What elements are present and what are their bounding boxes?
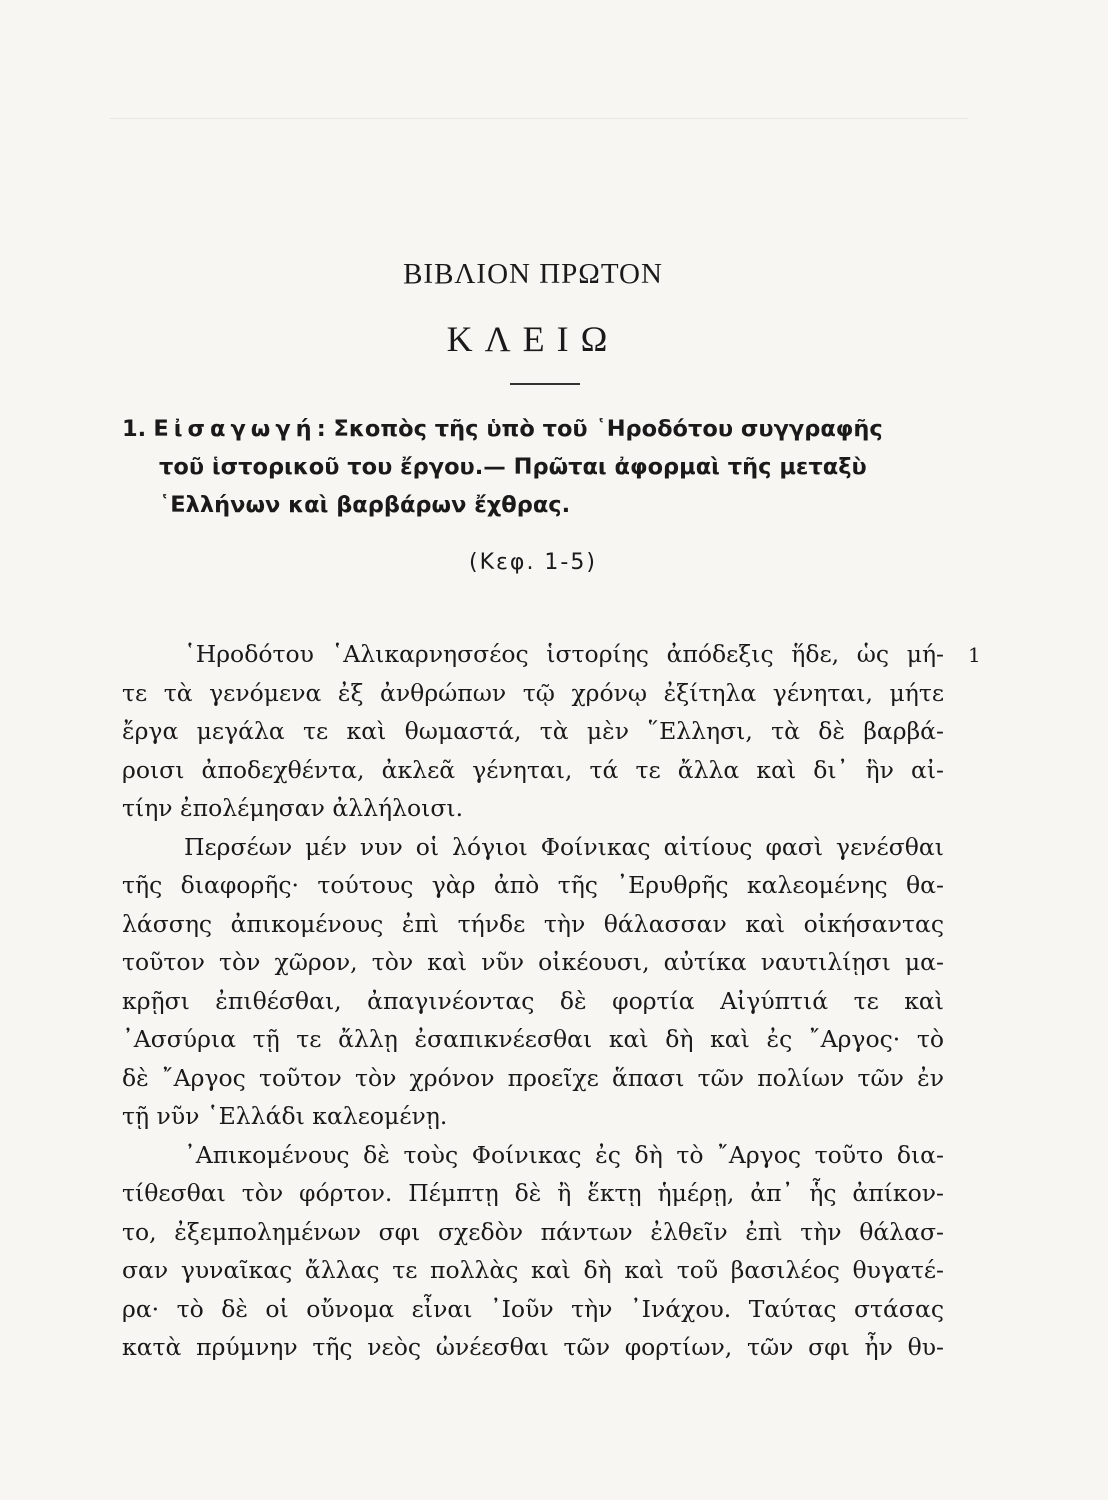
heading-line-3: ῾Ελλήνων καὶ βαρβάρων ἔχθρας. xyxy=(159,492,571,518)
section-subject: : Σκοπὸς τῆς ὑπὸ τοῦ ῾Ηροδότου συγγραφῆς xyxy=(316,416,883,442)
text-line: ᾿Απικομένους δὲ τοὺς Φοίνικας ἐς δὴ τὸ ῎Αργος τοῦτο δια- xyxy=(184,1140,944,1169)
text-line: δὲ ῎Αργος τοῦτον τὸν χρόνον προεῖχε ἅπασι τῶν πολίων τῶν ἐν xyxy=(122,1063,944,1092)
text-line: τίην ἐπολέμησαν ἀλλήλοισι. xyxy=(122,794,464,822)
divider-rule xyxy=(510,383,580,385)
text-line: λάσσης ἀπικομένους ἐπὶ τήνδε τὴν θάλασσαν καὶ οἰκήσαντας xyxy=(122,909,944,938)
text-line: τῇ νῦν ῾Ελλάδι καλεομένῃ. xyxy=(122,1102,448,1130)
body-text xyxy=(122,635,944,1367)
section-label: Εἰσαγωγή xyxy=(153,416,317,442)
text-line: κατὰ πρύμνην τῆς νεὸς ὠνέεσθαι τῶν φορτίων, τῶν σφι ἦν θυ- xyxy=(122,1333,944,1361)
text-line: σαν γυναῖκας ἄλλας τε πολλὰς καὶ δὴ καὶ τοῦ βασιλέος θυγατέ- xyxy=(122,1256,944,1284)
text-line: τίθεσθαι τὸν φόρτον. Πέμπτῃ δὲ ἢ ἕκτῃ ἡμέρῃ, ἀπ᾽ ἧς ἀπίκον- xyxy=(122,1179,944,1207)
section-heading xyxy=(122,410,944,524)
text-line: ἔργα μεγάλα τε καὶ θωμαστά, τὰ μὲν ῞Ελλησι, τὰ δὲ βαρβά- xyxy=(122,717,944,745)
chapter-range: (Κεφ. 1-5) xyxy=(469,550,597,575)
text-line: ρα· τὸ δὲ οἱ οὔνομα εἶναι ᾿Ιοῦν τὴν ᾿Ινάχου. Ταύτας στάσας xyxy=(122,1294,944,1323)
text-line: τῆς διαφορῆς· τούτους γὰρ ἀπὸ τῆς ᾿Ερυθρῆς καλεομένης θα- xyxy=(122,871,944,899)
text-line: τοῦτον τὸν χῶρον, τὸν καὶ νῦν οἰκέουσι, αὐτίκα ναυτιλίῃσι μα- xyxy=(122,948,944,976)
text-line: το, ἐξεμπολημένων σφι σχεδὸν πάντων ἐλθεῖν ἐπὶ τὴν θάλασ- xyxy=(122,1217,944,1246)
text-line: ροισι ἀποδεχθέντα, ἀκλεᾶ γένηται, τά τε ἄλλα καὶ δι᾽ ἣν αἰ- xyxy=(122,755,944,784)
book-name: ΚΛΕΙΩ xyxy=(446,319,620,359)
heading-line-1 xyxy=(122,410,944,448)
page xyxy=(122,0,944,1500)
text-line: κρῇσι ἐπιθέσθαι, ἀπαγινέοντας δὲ φορτία Αἰγύπτιά τε καὶ xyxy=(122,986,944,1015)
text-line: τε τὰ γενόμενα ἐξ ἀνθρώπων τῷ χρόνῳ ἐξίτηλα γένηται, μήτε xyxy=(122,678,944,707)
book-title: ΒΙΒΛΙΟΝ ΠΡΩΤΟΝ xyxy=(403,258,663,290)
text-line: ῾Ηροδότου ῾Αλικαρνησσέος ἱστορίης ἀπόδεξις ἥδε, ὡς μή- xyxy=(184,640,944,668)
section-number: 1. xyxy=(122,416,147,442)
heading-line-2: τοῦ ἱστορικοῦ του ἔργου.— Πρῶται ἀφορμαὶ τῆς μεταξὺ xyxy=(159,454,867,480)
text-line: ᾿Ασσύρια τῇ τε ἄλλῃ ἐσαπικνέεσθαι καὶ δὴ καὶ ἐς ῎Αργος· τὸ xyxy=(122,1025,944,1053)
text-line: Περσέων μέν νυν οἱ λόγιοι Φοίνικας αἰτίους φασὶ γενέσθαι xyxy=(184,832,944,861)
margin-chapter-number: 1 xyxy=(968,643,981,667)
